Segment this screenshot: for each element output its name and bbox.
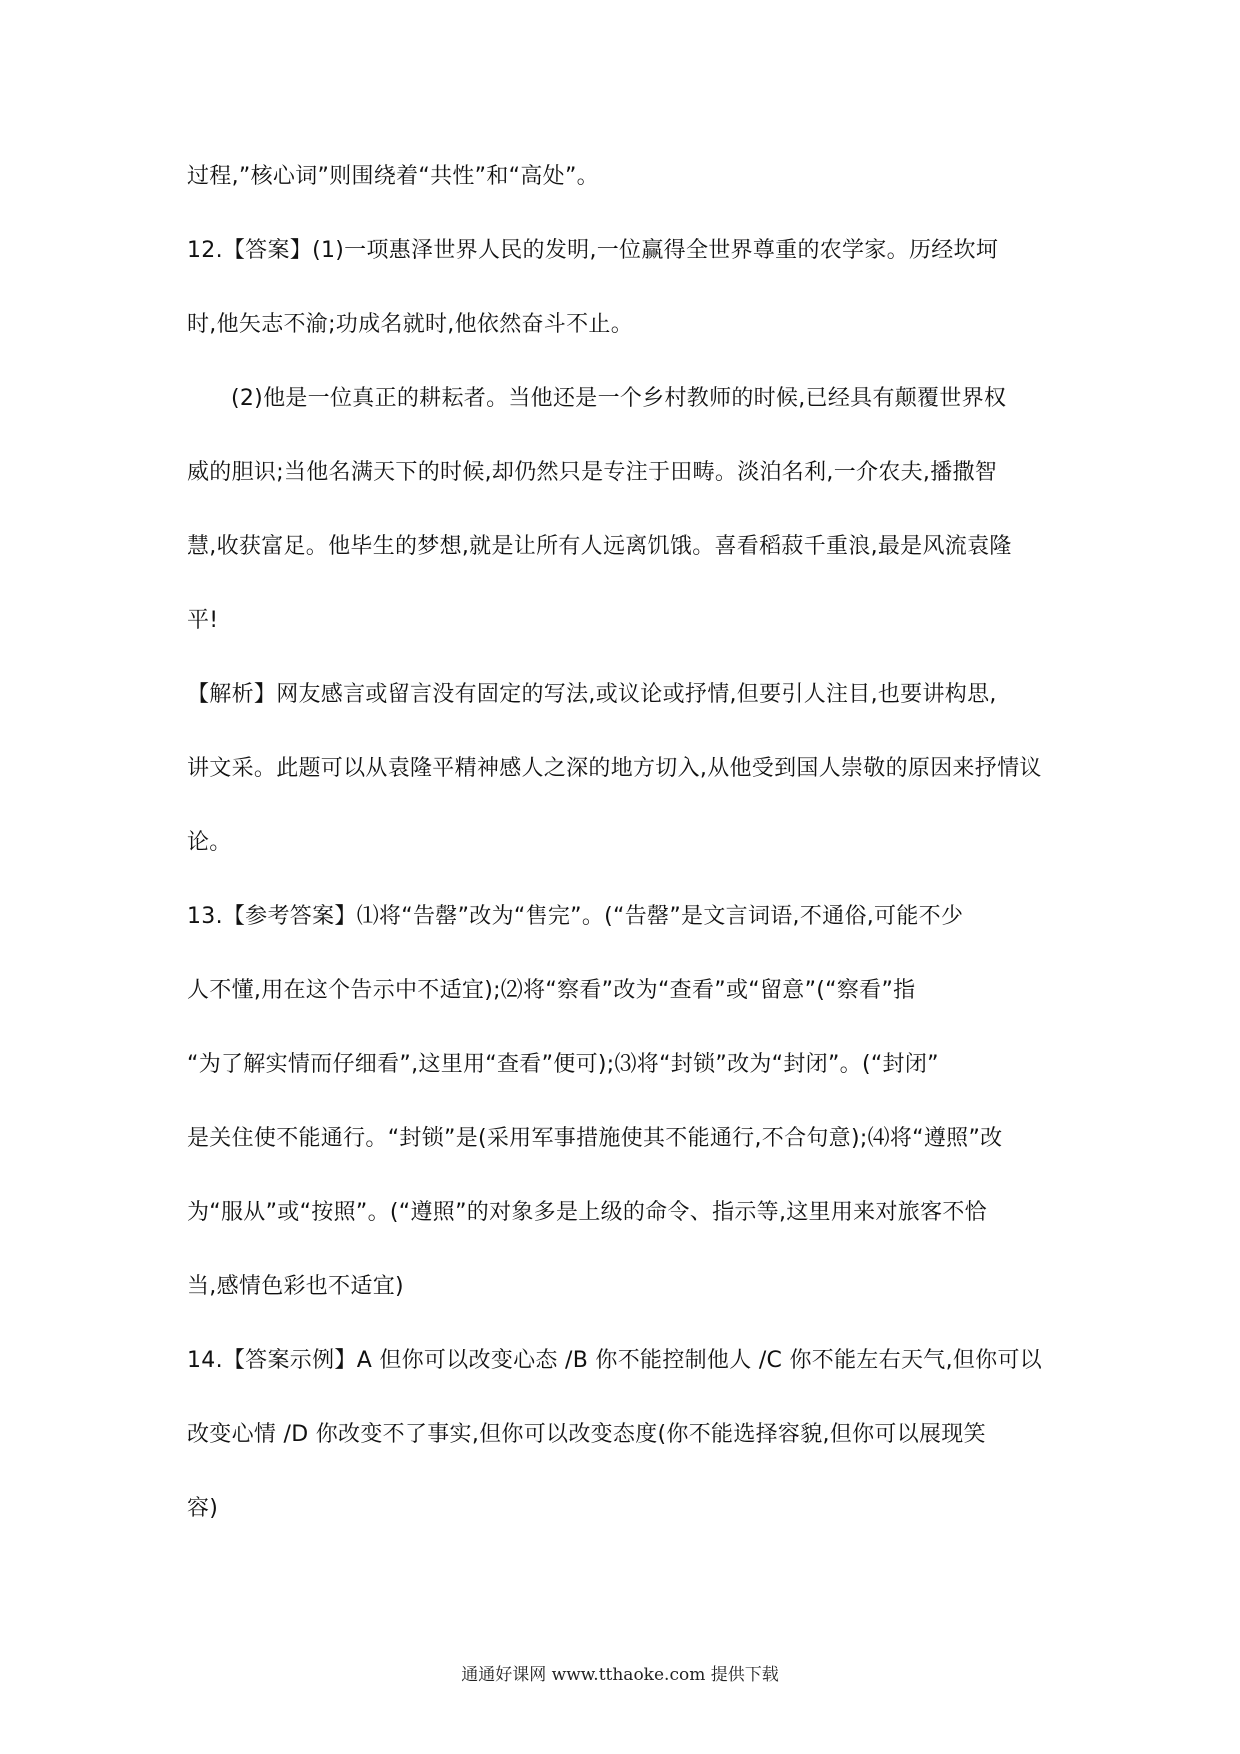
text-line: 容) [187,1496,219,1521]
text-line: “为了解实情而仔细看”,这里用“查看”便可);⑶将“封锁”改为“封闭”。(“封闭” [187,1052,939,1077]
answer-12-heading-line: 12.【答案】(1)一项惠泽世界人民的发明,一位赢得全世界尊重的农学家。历经坎坷 [187,238,999,263]
text-line: 改变心情 /D 你改变不了事实,但你可以改变态度(你不能选择容貌,但你可以展现笑 [187,1422,986,1447]
document-body [187,158,1057,1564]
text-line: 人不懂,用在这个告示中不适宜);⑵将“察看”改为“查看”或“留意”(“察看”指 [187,978,916,1003]
text-line: 慧,收获富足。他毕生的梦想,就是让所有人远离饥饿。喜看稻菽千重浪,最是风流袁隆 [187,534,1012,559]
text-line: 威的胆识;当他名满天下的时候,却仍然只是专注于田畴。淡泊名利,一介农夫,播撒智 [187,460,998,485]
text-line: 当,感情色彩也不适宜) [187,1274,404,1299]
analysis-heading-line: 【解析】网友感言或留言没有固定的写法,或议论或抒情,但要引人注目,也要讲构思, [187,682,997,707]
text-line: 时,他矢志不渝;功成名就时,他依然奋斗不止。 [187,312,633,337]
answer-12-part-2-line: (2)他是一位真正的耕耘者。当他还是一个乡村教师的时候,已经具有颠覆世界权 [231,386,1007,411]
answer-13-heading-line: 13.【参考答案】⑴将“告罄”改为“售完”。(“告罄”是文言词语,不通俗,可能不少 [187,904,964,929]
text-line: 论。 [187,830,232,855]
text-line: 平! [187,608,219,633]
text-line: 过程,”核心词”则围绕着“共性”和“高处”。 [187,164,599,189]
answer-14-heading-line: 14.【答案示例】A 但你可以改变心态 /B 你不能控制他人 /C 你不能左右天气,但你可以 [187,1348,1043,1373]
text-line: 是关住使不能通行。“封锁”是(采用军事措施使其不能通行,不合句意);⑷将“遵照”改 [187,1126,1003,1151]
text-line: 讲文采。此题可以从袁隆平精神感人之深的地方切入,从他受到国人崇敬的原因来抒情议 [187,756,1042,781]
text-line: 为“服从”或“按照”。(“遵照”的对象多是上级的命令、指示等,这里用来对旅客不恰 [187,1200,987,1225]
page-footer: 通通好课网 www.tthaoke.com 提供下载 [461,1665,779,1685]
